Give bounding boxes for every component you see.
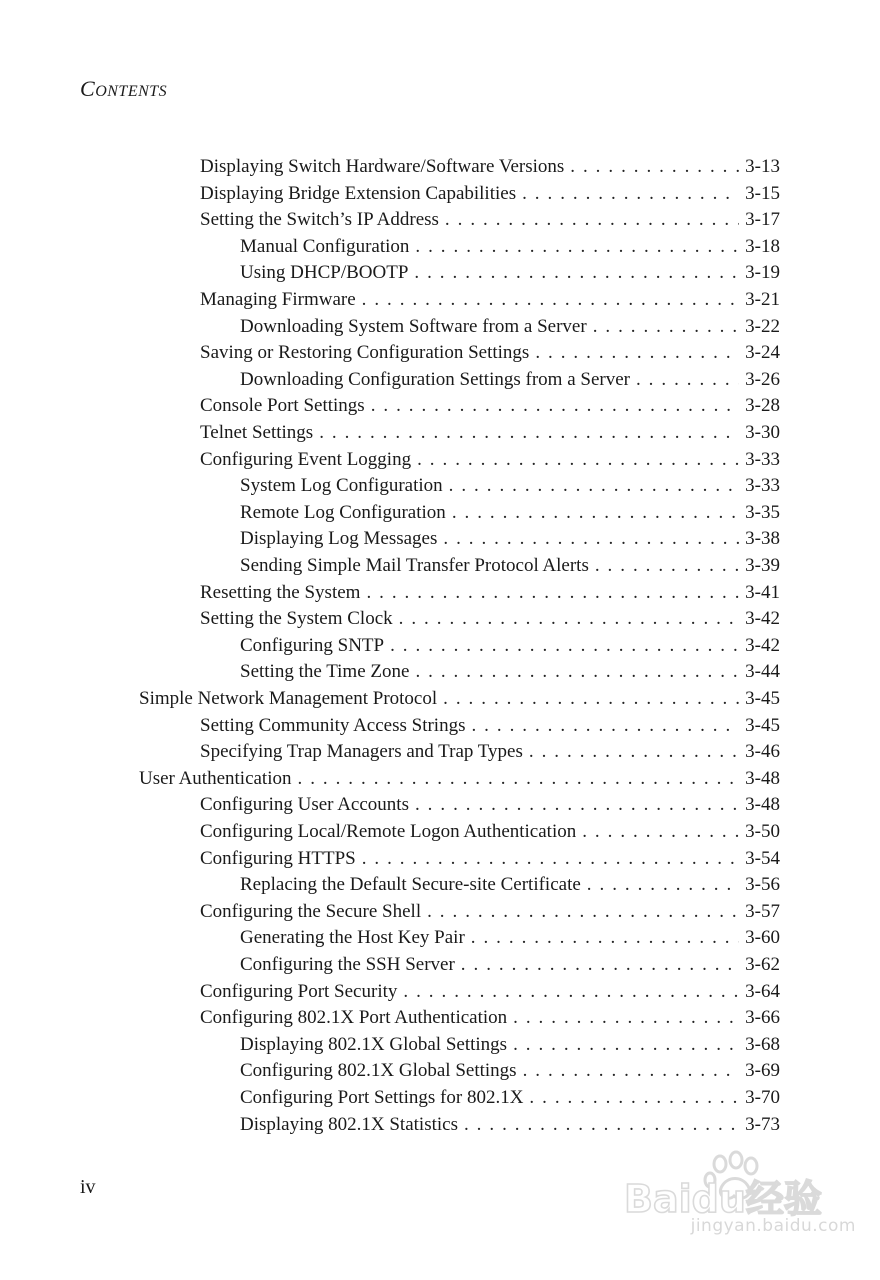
toc-entry-page: 3-30 [745,422,780,443]
toc-entry-page: 3-22 [745,316,780,337]
toc-entry-title: Setting the Time Zone [240,661,410,682]
toc-entry-title: Setting the Switch’s IP Address [200,209,439,230]
toc-entry-title: Configuring Local/Remote Logon Authentication [200,821,577,842]
watermark-url: jingyan.baidu.com [690,1216,856,1236]
toc-entry[interactable] [200,447,780,473]
toc-entry-page: 3-45 [745,715,780,736]
toc-entry[interactable] [240,260,780,286]
dot-leader [471,713,739,739]
dot-leader [587,872,739,898]
toc-entry-page: 3-73 [745,1114,780,1135]
running-head-rest: ONTENTS [95,83,168,100]
toc-entry[interactable] [240,553,780,579]
toc-entry[interactable] [240,1085,780,1111]
toc-entry[interactable] [200,154,780,180]
toc-entry-title: Managing Firmware [200,289,356,310]
toc-entry-page: 3-39 [745,555,780,576]
toc-entry-page: 3-18 [745,236,780,257]
toc-entry-title: Configuring Port Settings for 802.1X [240,1087,524,1108]
toc-entry[interactable] [200,580,780,606]
toc-entry-title: Configuring 802.1X Port Authentication [200,1007,508,1028]
toc-entry-title: Resetting the System [200,582,361,603]
dot-leader [523,1058,740,1084]
dot-leader [595,553,739,579]
toc-entry-title: Using DHCP/BOOTP [240,262,409,283]
toc-entry-title: Generating the Host Key Pair [240,927,465,948]
toc-entry[interactable] [240,234,780,260]
toc-entry-title: Configuring Event Logging [200,449,412,470]
dot-leader [513,1005,739,1031]
toc-entry-page: 3-62 [745,954,780,975]
toc-entry[interactable] [240,500,780,526]
dot-leader [415,792,739,818]
toc-entry[interactable] [200,287,780,313]
toc-entry-title: Downloading Configuration Settings from a Server [240,369,630,390]
toc-entry-page: 3-28 [745,395,780,416]
toc-entry[interactable] [200,899,780,925]
toc-entry[interactable] [240,314,780,340]
dot-leader [461,952,739,978]
toc-entry-page: 3-70 [745,1087,780,1108]
toc-entry-title: User Authentication [139,768,292,789]
toc-entry-title: Displaying Switch Hardware/Software Versions [200,156,565,177]
dot-leader [529,1085,739,1111]
toc-entry-title: Specifying Trap Managers and Trap Types [200,741,523,762]
dot-leader [298,766,740,792]
toc-entry-title: Manual Configuration [240,236,410,257]
dot-leader [535,340,739,366]
dot-leader [415,234,739,260]
toc-entry[interactable] [200,1005,780,1031]
toc-entry[interactable] [200,979,780,1005]
dot-leader [366,580,739,606]
toc-entry-page: 3-64 [745,981,780,1002]
baidu-paw-logo-icon [624,1150,856,1220]
running-head [80,76,167,102]
dot-leader [443,686,739,712]
toc-entry[interactable] [200,846,780,872]
dot-leader [636,367,739,393]
toc-entry[interactable] [240,633,780,659]
dot-leader [362,846,739,872]
toc-entry-page: 3-48 [745,768,780,789]
dot-leader [403,979,739,1005]
toc-entry-title: Downloading System Software from a Server [240,316,587,337]
dot-leader [582,819,739,845]
running-head-initial: C [80,76,96,101]
toc-entry-title: Sending Simple Mail Transfer Protocol Alerts [240,555,589,576]
toc-entry[interactable] [200,340,780,366]
toc-entry-page: 3-33 [745,449,780,470]
dot-leader [371,393,739,419]
toc-entry-page: 3-35 [745,502,780,523]
toc-entry-title: Configuring 802.1X Global Settings [240,1060,517,1081]
toc-entry-title: Saving or Restoring Configuration Settings [200,342,530,363]
dot-leader [449,473,740,499]
toc-entry-page: 3-56 [745,874,780,895]
toc-entry-page: 3-42 [745,635,780,656]
toc-entry[interactable] [139,766,780,792]
toc-entry[interactable] [200,420,780,446]
toc-entry-page: 3-41 [745,582,780,603]
toc-entry[interactable] [240,526,780,552]
dot-leader [570,154,739,180]
toc-entry[interactable] [240,1032,780,1058]
dot-leader [513,1032,739,1058]
toc-entry[interactable] [200,207,780,233]
toc-entry[interactable] [200,606,780,632]
dot-leader [529,739,739,765]
dot-leader [399,606,740,632]
toc-entry-title: Replacing the Default Secure-site Certificate [240,874,581,895]
dot-leader [362,287,740,313]
dot-leader [390,633,739,659]
toc-entry-page: 3-33 [745,475,780,496]
toc-entry-page: 3-66 [745,1007,780,1028]
toc-entry-title: Simple Network Management Protocol [139,688,438,709]
toc-entry[interactable] [200,792,780,818]
toc-entry-title: Setting the System Clock [200,608,393,629]
toc-entry[interactable] [240,367,780,393]
toc-entry-page: 3-44 [745,661,780,682]
toc-entry-title: Remote Log Configuration [240,502,446,523]
toc-entry[interactable] [200,181,780,207]
toc-entry-page: 3-48 [745,794,780,815]
toc-entry-title: Console Port Settings [200,395,365,416]
watermark-logo-text: Baidu经验 [624,1177,822,1220]
toc-entry[interactable] [200,819,780,845]
toc-entry-page: 3-42 [745,608,780,629]
toc-entry-title: Displaying Bridge Extension Capabilities [200,183,517,204]
toc-entry-page: 3-19 [745,262,780,283]
toc-entry[interactable] [139,686,780,712]
toc-entry-page: 3-69 [745,1060,780,1081]
dot-leader [427,899,739,925]
toc-entry-title: System Log Configuration [240,475,443,496]
page-number: iv [80,1176,96,1198]
dot-leader [415,659,739,685]
dot-leader [452,500,739,526]
toc-entry[interactable] [200,739,780,765]
baidu-watermark [624,1150,856,1250]
dot-leader [414,260,739,286]
toc-entry-page: 3-54 [745,848,780,869]
toc-entry-title: Displaying 802.1X Global Settings [240,1034,508,1055]
toc-entry-title: Configuring SNTP [240,635,385,656]
toc-entry[interactable] [240,1058,780,1084]
toc-entry-title: Configuring Port Security [200,981,398,1002]
toc-entry-title: Configuring User Accounts [200,794,409,815]
dot-leader [445,207,739,233]
toc-entry-title: Setting Community Access Strings [200,715,466,736]
toc-entry-page: 3-50 [745,821,780,842]
dot-leader [593,314,739,340]
toc-entry-title: Telnet Settings [200,422,314,443]
toc-entry[interactable] [200,393,780,419]
toc-entry-page: 3-13 [745,156,780,177]
toc-entry-title: Configuring the SSH Server [240,954,455,975]
toc-entry[interactable] [240,1112,780,1138]
toc-entry[interactable] [240,473,780,499]
toc-entry-page: 3-24 [745,342,780,363]
toc-entry[interactable] [240,952,780,978]
dot-leader [522,181,739,207]
toc-entry[interactable] [240,925,780,951]
toc-entry-page: 3-57 [745,901,780,922]
dot-leader [443,526,739,552]
toc-entry-page: 3-68 [745,1034,780,1055]
toc-entry-page: 3-38 [745,528,780,549]
toc-entry-page: 3-17 [745,209,780,230]
toc-entry-title: Displaying Log Messages [240,528,438,549]
dot-leader [471,925,739,951]
toc-entry-page: 3-15 [745,183,780,204]
toc-entry-page: 3-26 [745,369,780,390]
dot-leader [464,1112,739,1138]
toc-entry-page: 3-21 [745,289,780,310]
toc-entry-title: Configuring HTTPS [200,848,356,869]
dot-leader [417,447,739,473]
toc-entry-page: 3-46 [745,741,780,762]
toc-entry-page: 3-45 [745,688,780,709]
toc-entry-title: Displaying 802.1X Statistics [240,1114,458,1135]
dot-leader [319,420,739,446]
toc-entry-page: 3-60 [745,927,780,948]
toc-entry[interactable] [240,872,780,898]
toc-entry-title: Configuring the Secure Shell [200,901,422,922]
toc-entry[interactable] [200,713,780,739]
toc-entry[interactable] [240,659,780,685]
